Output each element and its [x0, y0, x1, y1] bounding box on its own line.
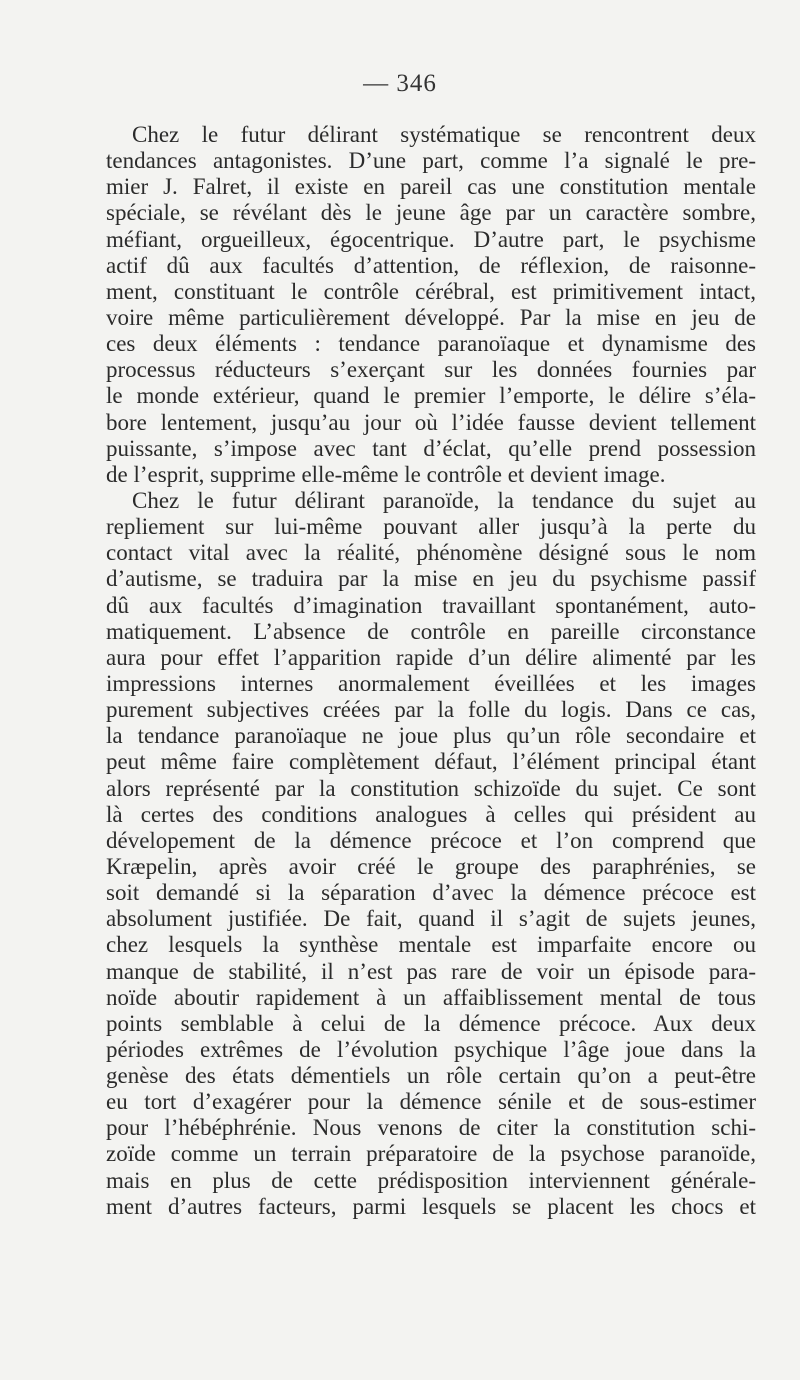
text-line: manque de stabilité, il n’est pas rare de voir un épisode para- — [106, 958, 756, 984]
text-line: mier J. Falret, il existe en pareil cas une constitution mentale — [106, 174, 756, 200]
text-line: ces deux éléments : tendance paranoïaque et dynamisme des — [106, 331, 756, 357]
text-line: noïde aboutir rapidement à un affaiblissement mental de tous — [106, 984, 756, 1010]
text-line: voire même particulièrement développé. Par la mise en jeu de — [106, 304, 756, 330]
text-line: soit demandé si la séparation d’avec la démence précoce est — [106, 880, 756, 906]
text-line: le monde extérieur, quand le premier l’emporte, le délire s’éla- — [106, 383, 756, 409]
text-line: points semblable à celui de la démence précoce. Aux deux — [106, 1010, 756, 1036]
text-line: de l’esprit, supprime elle-même le contrôle et devient image. — [106, 461, 666, 487]
text-line: matiquement. L’absence de contrôle en pareille circonstance — [106, 618, 756, 644]
text-line: genèse des états démentiels un rôle certain qu’on a peut-être — [106, 1063, 756, 1089]
text-line: Chez le futur délirant systématique se rencontrent deux — [132, 122, 756, 147]
text-line: Chez le futur délirant paranoïde, la tendance du sujet au — [132, 487, 756, 513]
text-line: la tendance paranoïaque ne joue plus qu’un rôle secondaire et — [106, 723, 756, 749]
text-line: d’autisme, se traduira par la mise en jeu du psychisme passif — [106, 566, 756, 592]
text-line: aura pour effet l’apparition rapide d’un délire alimenté par les — [106, 644, 756, 670]
text-line: repliement sur lui-même pouvant aller jusqu’à la perte du — [106, 514, 756, 540]
text-line: purement subjectives créées par la folle du logis. Dans ce cas, — [106, 697, 756, 723]
text-line: dû aux facultés d’imagination travaillant spontanément, auto- — [106, 592, 756, 618]
text-line: ment d’autres facteurs, parmi lesquels se placent les chocs et — [106, 1193, 756, 1219]
text-line: processus réducteurs s’exerçant sur les données fournies par — [106, 357, 756, 383]
text-line: bore lentement, jusqu’au jour où l’idée fausse devient tellement — [106, 409, 756, 435]
text-line: spéciale, se révélant dès le jeune âge par un caractère sombre, — [106, 200, 756, 226]
text-line: ment, constituant le contrôle cérébral, est primitivement intact, — [106, 278, 756, 304]
text-line: pour l’hébéphrénie. Nous venons de citer la constitution schi- — [106, 1115, 756, 1141]
text-line: puissante, s’impose avec tant d’éclat, qu’elle prend possession — [106, 435, 756, 461]
text-line: tendances antagonistes. D’une part, comme l’a signalé le pre- — [106, 148, 756, 174]
text-line: contact vital avec la réalité, phénomène désigné sous le nom — [106, 540, 756, 566]
page-number: — 346 — [363, 70, 437, 97]
text-line: mais en plus de cette prédisposition interviennent générale- — [106, 1167, 756, 1193]
body-text — [106, 122, 756, 1220]
text-line: peut même faire complètement défaut, l’élément principal étant — [106, 749, 756, 775]
text-line: zoïde comme un terrain préparatoire de la psychose paranoïde, — [106, 1141, 756, 1167]
text-line: eu tort d’exagérer pour la démence sénile et de sous-estimer — [106, 1089, 756, 1115]
text-line: alors représenté par la constitution schizoïde du sujet. Ce sont — [106, 775, 756, 801]
text-line: actif dû aux facultés d’attention, de réflexion, de raisonne- — [106, 252, 756, 278]
text-line: chez lesquels la synthèse mentale est imparfaite encore ou — [106, 932, 756, 958]
text-line: absolument justifiée. De fait, quand il s’agit de sujets jeunes, — [106, 906, 756, 932]
text-line: Kræpelin, après avoir créé le groupe des paraphrénies, se — [106, 853, 756, 879]
text-line: méfiant, orgueilleux, égocentrique. D’autre part, le psychisme — [106, 226, 756, 252]
text-line: là certes des conditions analogues à celles qui président au — [106, 801, 756, 827]
text-line: impressions internes anormalement éveillées et les images — [106, 670, 756, 696]
text-line: périodes extrêmes de l’évolution psychique l’âge joue dans la — [106, 1036, 756, 1062]
text-line: dévelopement de la démence précoce et l’on comprend que — [106, 827, 756, 853]
